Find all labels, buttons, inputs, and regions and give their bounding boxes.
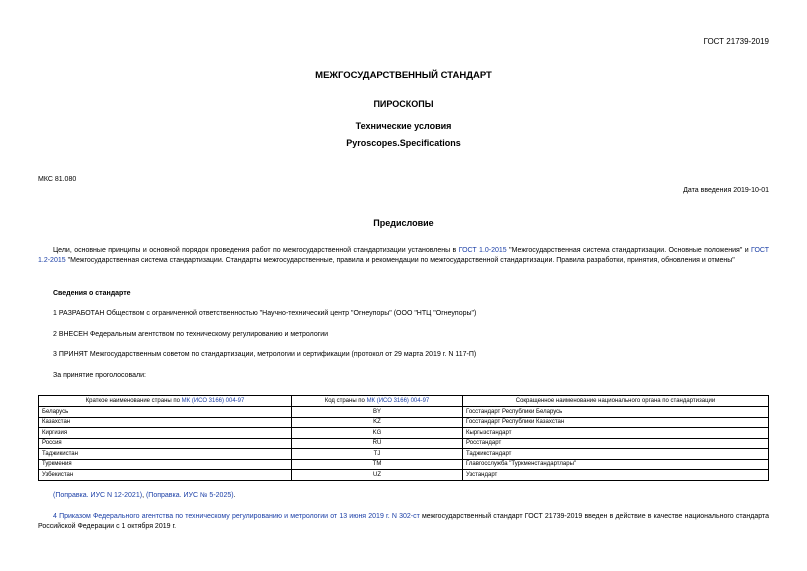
document-code: ГОСТ 21739-2019 [703, 37, 769, 46]
mks-code: МКС 81.080 [38, 176, 77, 183]
preface-text-1: Цели, основные принципы и основной порядок проведения работ по межгосударственной стандартизации установлены в [53, 247, 459, 254]
country-cell: Киргизия [39, 428, 292, 439]
body-cell: Госстандарт Республики Беларусь [463, 407, 769, 418]
table-row [39, 470, 769, 481]
code-cell: RU [292, 438, 463, 449]
body-cell: Кыргызстандарт [463, 428, 769, 439]
code-cell: KZ [292, 417, 463, 428]
code-cell: TJ [292, 449, 463, 460]
developed-by-line: 1 РАЗРАБОТАН Обществом с ограниченной ответственностью "Научно-технический центр "Огнеупоры" (ООО "НТЦ "Огнеупоры") [53, 310, 477, 317]
country-name-header [39, 396, 292, 407]
body-cell: Госстандарт Республики Казахстан [463, 417, 769, 428]
amendments-separator: , [142, 492, 146, 499]
code-cell: KG [292, 428, 463, 439]
amendments-end: . [233, 492, 236, 499]
adopted-by-line: 3 ПРИНЯТ Межгосударственным советом по стандартизации, метрологии и сертификации (протокол от 29 марта 2019 г. N 117-П) [53, 351, 477, 358]
table-row [39, 428, 769, 439]
country-cell: Узбекистан [39, 470, 292, 481]
body-cell: Главгосслужба "Туркменстандартлары" [463, 459, 769, 470]
country-code-header-text: Код страны по [324, 398, 367, 404]
mk-iso-3166-link[interactable]: МК (ИСО 3166) 004-97 [366, 398, 430, 404]
amendment-ius-12-2021-link[interactable]: (Поправка. ИУС N 12-2021) [53, 492, 143, 499]
country-name-header-text: Краткое наименование страны по [85, 398, 182, 404]
rosstandart-order-link[interactable]: 4 Приказом Федерального агентства по техническому регулированию и метрологии от 13 июня 2019 г. N 302-ст [53, 513, 420, 520]
voting-countries-table [38, 395, 769, 481]
table-row [39, 459, 769, 470]
country-cell: Таджикистан [39, 449, 292, 460]
country-cell: Казахстан [39, 417, 292, 428]
gost-1-0-2015-link[interactable]: ГОСТ 1.0-2015 [458, 247, 507, 254]
table-row [39, 407, 769, 418]
introduction-date: Дата введения 2019-10-01 [683, 187, 769, 194]
country-cell: Туркмения [39, 459, 292, 470]
mk-iso-3166-link[interactable]: МК (ИСО 3166) 004-97 [181, 398, 245, 404]
code-cell: UZ [292, 470, 463, 481]
body-cell: Узстандарт [463, 470, 769, 481]
submitted-by-line: 2 ВНЕСЕН Федеральным агентством по техническому регулированию и метрологии [53, 331, 329, 338]
amendment-ius-5-2025-link[interactable]: (Поправка. ИУС № 5-2025) [145, 492, 234, 499]
preface-heading: Предисловие [373, 218, 434, 228]
country-cell: Беларусь [39, 407, 292, 418]
gost-1-2-2015-link[interactable]: ГОСТ 1.2-2015 [38, 247, 769, 264]
table-header-row [39, 396, 769, 407]
country-cell: Россия [39, 438, 292, 449]
order-text: межгосударственный стандарт ГОСТ 21739-2019 введен в действие в качестве национального стандарта Российской Федерации с 1 октября 2019 г. [38, 513, 769, 530]
preface-paragraph [38, 246, 769, 266]
preface-text-2: "Межгосударственная система стандартизации. Основные положения" и [506, 247, 752, 254]
english-title: Pyroscopes.Specifications [346, 138, 461, 148]
standards-body-header: Сокращенное наименование национального органа по стандартизации [463, 396, 769, 407]
standard-info-heading: Сведения о стандарте [53, 290, 131, 297]
code-cell: TM [292, 459, 463, 470]
table-row [39, 417, 769, 428]
preface-text-3: "Межгосударственная система стандартизации. Стандарты межгосударственные, правила и рекомендации по межгосударственной стандартизации. Правила разработки, принятия, обновления и отмены" [65, 257, 735, 264]
order-paragraph [38, 512, 769, 532]
country-code-header [292, 396, 463, 407]
voted-for-line: За принятие проголосовали: [53, 372, 146, 379]
body-cell: Росстандарт [463, 438, 769, 449]
table-row [39, 449, 769, 460]
table-row [39, 438, 769, 449]
standard-type-heading: МЕЖГОСУДАРСТВЕННЫЙ СТАНДАРТ [315, 70, 492, 81]
code-cell: BY [292, 407, 463, 418]
document-title: ПИРОСКОПЫ [373, 99, 434, 109]
document-subtitle: Технические условия [355, 121, 452, 131]
amendments-line [53, 492, 236, 499]
body-cell: Таджикстандарт [463, 449, 769, 460]
